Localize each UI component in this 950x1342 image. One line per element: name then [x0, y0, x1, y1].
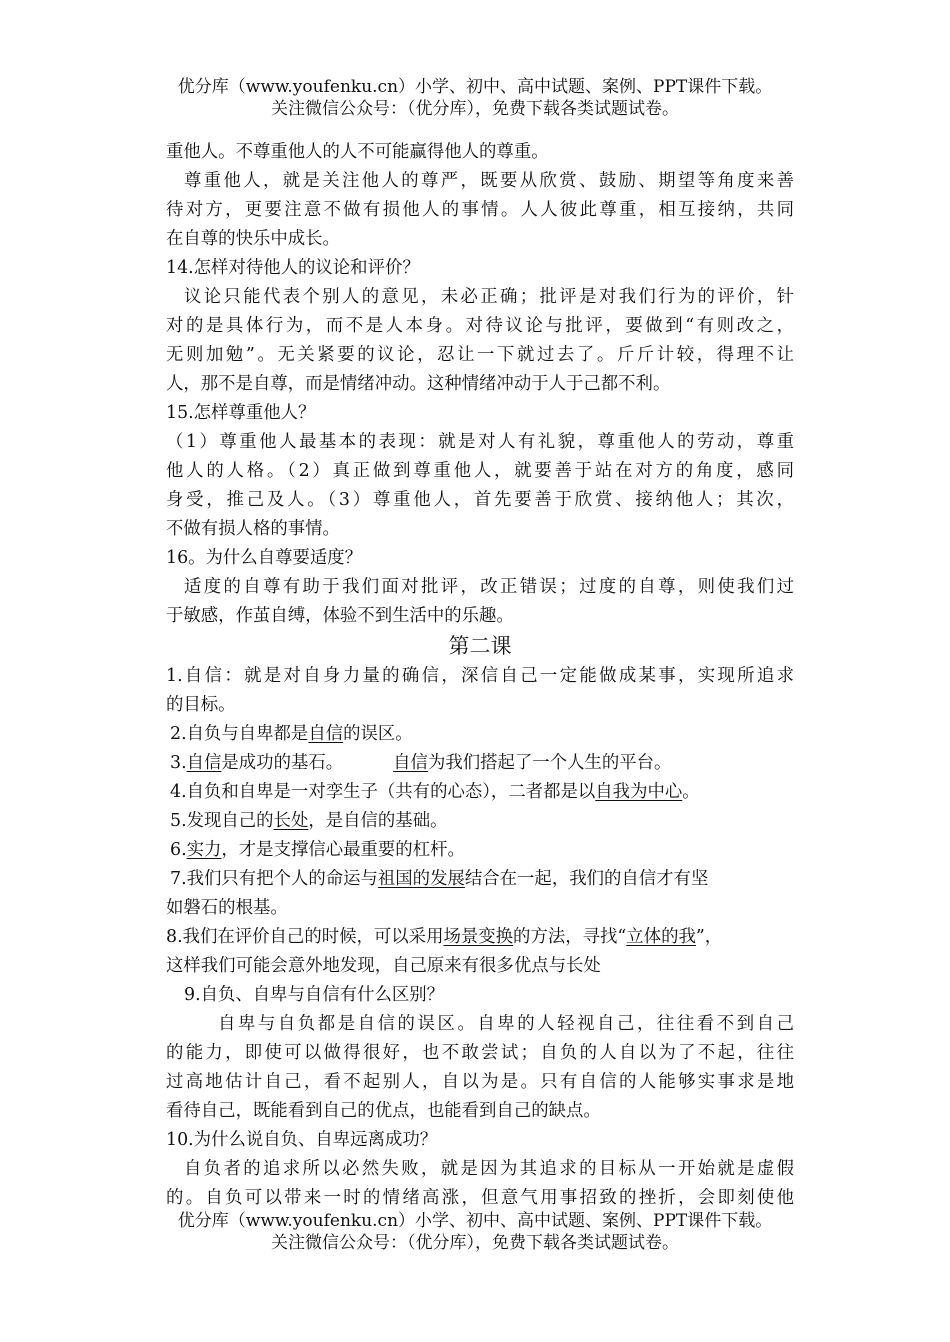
text-span: 5.发现自己的: [170, 811, 274, 831]
text-span: 是成功的基石。: [221, 753, 344, 773]
page-header: [0, 76, 950, 120]
underlined-keyword: 立体的我: [626, 927, 696, 947]
paragraph-line: 的。自负可以带来一时的情绪高涨，但意气用事招致的挫折，会即刻使他: [166, 1188, 794, 1208]
text-span: ，才是支撑信心最重要的杠杆。: [221, 840, 465, 860]
list-item: 1.自信：就是对自身力量的确信，深信自己一定能做成某事，实现所追求: [166, 666, 794, 686]
list-item: [166, 836, 794, 865]
lesson-title: 第二课: [448, 634, 512, 658]
paragraph-line: 不做有损人格的事情。: [166, 519, 340, 539]
underlined-keyword: 自信: [186, 753, 222, 773]
question-heading: 16。为什么自尊要适度？: [166, 548, 363, 568]
paragraph-line: 过高地估计自己，看不起别人，自以为是。只有自信的人能够实事求是地: [166, 1072, 794, 1092]
paragraph-line: 看待自己，既能看到自己的优点，也能看到自己的缺点。: [166, 1101, 601, 1121]
paragraph-line: 议论只能代表个别人的意见，未必正确；批评是对我们行为的评价，针: [184, 287, 794, 307]
text-span: 为我们搭起了一个人生的平台。: [427, 753, 672, 773]
text-span: 。: [682, 782, 700, 802]
paragraph-line: 的能力，即使可以做得很好，也不敢尝试；自负的人自以为了不起，往往: [166, 1043, 794, 1063]
text-span: ，是自信的基础。: [308, 811, 448, 831]
underlined-keyword: 实力: [186, 840, 222, 860]
question-heading: 14.怎样对待他人的议论和评价？: [166, 258, 420, 278]
text-span: 2.自负与自卑都是: [170, 724, 309, 744]
paragraph-line: 适度的自尊有助于我们面对批评，改正错误；过度的自尊，则使我们过: [184, 577, 794, 597]
list-item-continuation: 如磐石的根基。: [166, 898, 288, 918]
footer-line-1: 优分库（www.youfenku.cn）小学、初中、高中试题、案例、PPT课件下载。: [177, 1211, 773, 1231]
paragraph-line: 他人的人格。（2）真正做到尊重他人，就要善于站在对方的角度，感同: [166, 461, 794, 481]
text-span: 的方法，寻找“: [513, 927, 627, 947]
text-span: 的误区。: [343, 724, 413, 744]
list-item: [166, 865, 794, 894]
underlined-keyword: 自信: [393, 753, 428, 773]
paragraph-line: 在自尊的快乐中成长。: [166, 229, 340, 249]
text-span: ”，: [695, 927, 723, 947]
question-heading: 9.自负、自卑与自信有什么区别？: [184, 985, 445, 1005]
paragraph-line: 对的是具体行为，而不是人本身。对待议论与批评，要做到“有则改之，: [166, 316, 794, 336]
paragraph-line: 身受，推己及人。（3）尊重他人，首先要善于欣赏、接纳他人；其次，: [166, 490, 794, 510]
header-line-2: 关注微信公众号：（优分库），免费下载各类试题试卷。: [271, 99, 679, 119]
underlined-keyword: 自我为中心: [595, 782, 683, 802]
text-span: 6.: [170, 840, 187, 860]
list-item: [166, 778, 794, 807]
paragraph-line: 自负者的追求所以必然失败，就是因为其追求的目标从一开始就是虚假: [184, 1159, 794, 1179]
list-item: [166, 749, 794, 778]
text-span: 结合在一起，我们的自信才有坚: [464, 869, 709, 889]
underlined-keyword: 场景变换: [443, 927, 514, 947]
paragraph-line: 无则加勉”。无关紧要的议论，忍让一下就过去了。斤斤计较，得理不让: [166, 345, 794, 365]
list-item-continuation: 这样我们可能会意外地发现，自己原来有很多优点与长处: [166, 956, 601, 976]
paragraph-line: （1）尊重他人最基本的表现：就是对人有礼貌，尊重他人的劳动，尊重: [166, 432, 794, 452]
page-footer: [0, 1210, 950, 1254]
paragraph-line: 自卑与自负都是自信的误区。自卑的人轻视自己，往往看不到自己: [218, 1014, 794, 1034]
underlined-keyword: 祖国的发展: [377, 869, 465, 889]
paragraph-line: 尊重他人，就是关注他人的尊严，既要从欣赏、鼓励、期望等角度来善: [184, 171, 794, 191]
text-span: 3.: [170, 753, 187, 773]
paragraph-line: 重他人。不尊重他人的人不可能赢得他人的尊重。: [166, 142, 549, 162]
header-line-1: 优分库（www.youfenku.cn）小学、初中、高中试题、案例、PPT课件下载。: [177, 77, 773, 97]
underlined-keyword: 自信: [308, 724, 344, 744]
text-span: 7.我们只有把个人的命运与: [170, 869, 378, 889]
question-heading: 10.为什么说自负、自卑远离成功？: [166, 1130, 438, 1150]
list-item: [166, 807, 794, 836]
paragraph-line: 人，那不是自尊，而是情绪冲动。这种情绪冲动于人于己都不利。: [166, 374, 671, 394]
document-body: [166, 138, 794, 1213]
paragraph-line: 于敏感，作茧自缚，体验不到生活中的乐趣。: [166, 606, 514, 626]
text-span: 8.我们在评价自己的时候，可以采用: [166, 927, 444, 947]
underlined-keyword: 长处: [273, 811, 309, 831]
paragraph-line: 待对方，更要注意不做有损他人的事情。人人彼此尊重，相互接纳，共同: [166, 200, 794, 220]
list-item: [166, 923, 794, 952]
footer-line-2: 关注微信公众号：（优分库），免费下载各类试题试卷。: [271, 1233, 679, 1253]
list-item-continuation: 的目标。: [166, 695, 236, 715]
list-item: [166, 720, 794, 749]
question-heading: 15.怎样尊重他人？: [166, 403, 316, 423]
text-span: 4.自负和自卑是一对孪生子（共有的心态），二者都是以: [170, 782, 596, 802]
